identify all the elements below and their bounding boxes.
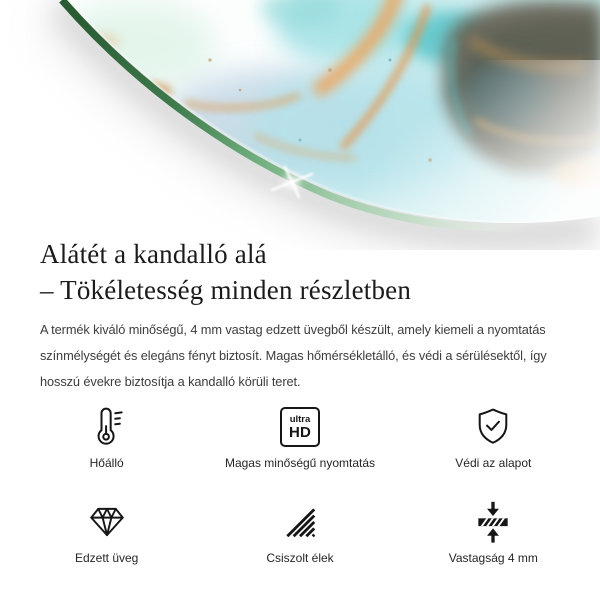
- ultra-hd-text-top: ultra: [289, 413, 311, 425]
- product-description: [40, 317, 560, 395]
- feature-grid: [0, 403, 600, 566]
- glass-hearth-pad-photo: [0, 0, 600, 250]
- feature-hd-print: [203, 403, 396, 471]
- ultra-hd-icon: [280, 407, 320, 447]
- feature-label: Csiszolt élek: [266, 551, 334, 565]
- feature-label: Magas minőségű nyomtatás: [224, 456, 376, 470]
- product-info-section: [0, 236, 600, 395]
- feature-protects-base: [397, 403, 590, 471]
- description-line: színmélységét és elegáns fényt biztosít. Magas hőmérsékletálló, és védi a sérülésektől, így: [40, 348, 547, 363]
- product-image: [0, 0, 600, 250]
- page-title-line2: – Tökéletesség minden részletben: [40, 275, 412, 305]
- shield-check-icon: [471, 403, 515, 451]
- page-title-line1: Alátét a kandalló alá: [40, 239, 267, 269]
- feature-thickness: [397, 498, 590, 566]
- description-line: hosszú évekre biztosítja a kandalló körüli teret.: [40, 374, 301, 389]
- feature-label: Vastagság 4 mm: [448, 551, 538, 565]
- description-line: A termék kiváló minőségű, 4 mm vastag edzett üvegből készült, amely kiemeli a nyomtatás: [40, 322, 546, 337]
- thickness-icon: [471, 498, 515, 546]
- feature-heat-resistant: [10, 403, 203, 471]
- thermometer-icon: [85, 403, 129, 451]
- ultra-hd-text-bottom: HD: [288, 423, 312, 441]
- feature-tempered-glass: [10, 498, 203, 566]
- feature-polished-edges: [203, 498, 396, 566]
- feature-label: Edzett üveg: [74, 551, 139, 565]
- polished-edge-icon: [281, 498, 319, 546]
- diamond-icon: [86, 498, 128, 546]
- feature-label: Védi az alapot: [455, 456, 532, 470]
- feature-label: Hőálló: [89, 456, 124, 470]
